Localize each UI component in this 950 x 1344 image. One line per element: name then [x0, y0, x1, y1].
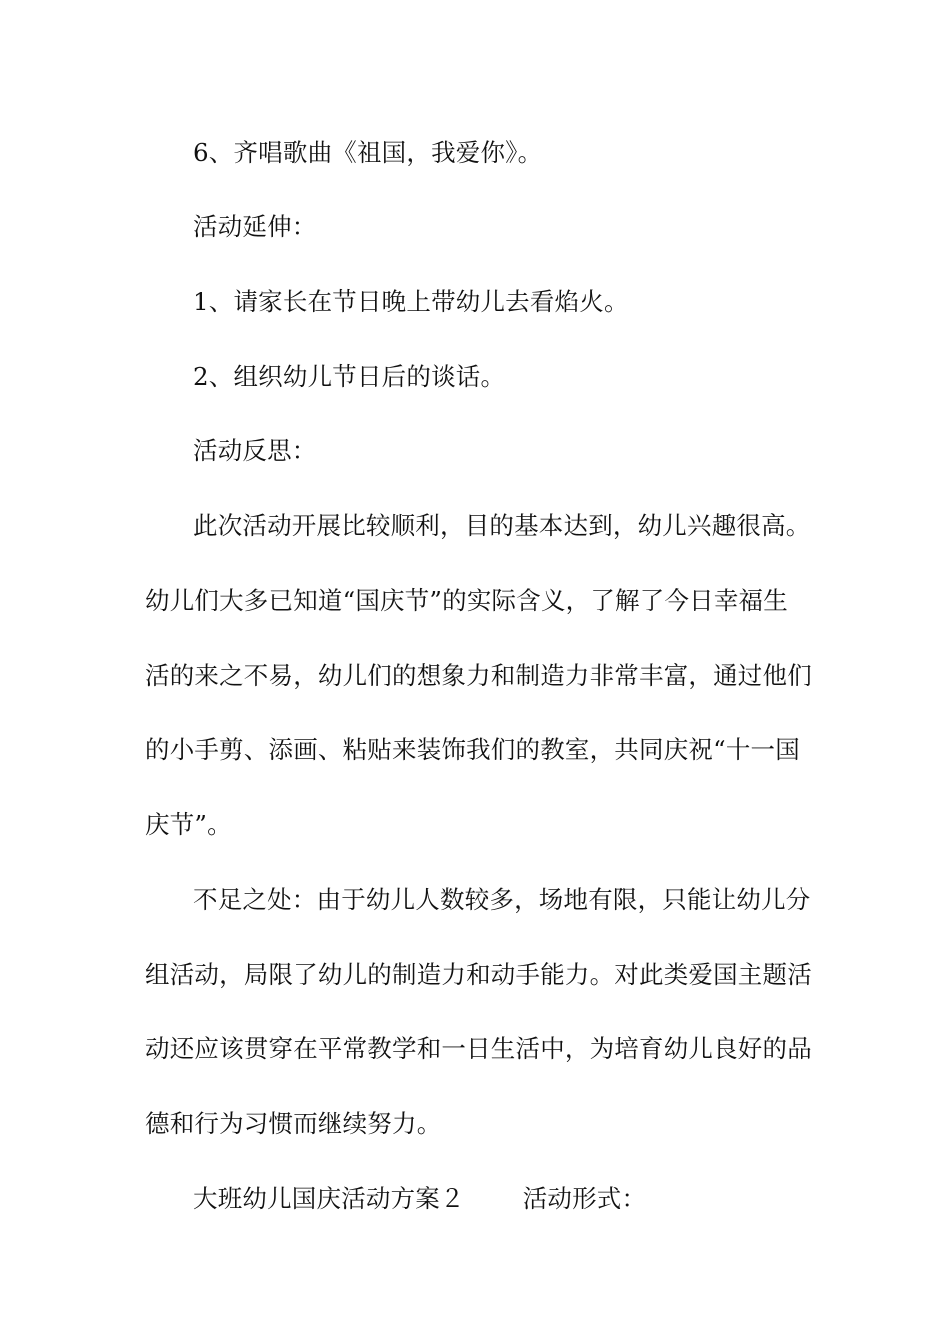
paragraph-line: 活的来之不易，幼儿们的想象力和制造力非常丰富，通过他们 [145, 661, 812, 690]
section-heading: 活动形式： [522, 1184, 647, 1213]
paragraph-line: 6、齐唱歌曲《祖国，我爱你》。 [193, 138, 543, 167]
paragraph-line: 德和行为习惯而继续努力。 [145, 1109, 442, 1138]
section-heading: 活动延伸： [193, 212, 317, 241]
paragraph-line: 2、组织幼儿节日后的谈话。 [193, 362, 506, 391]
paragraph-line: 的小手剪、添画、粘贴来装饰我们的教室，共同庆祝“十一国 [145, 735, 800, 764]
paragraph-line: 幼儿们大多已知道“国庆节”的实际含义，了解了今日幸福生 [145, 586, 788, 615]
paragraph-line: 组活动，局限了幼儿的制造力和动手能力。对此类爱国主题活 [145, 960, 812, 989]
section-heading: 活动反思： [193, 436, 317, 465]
paragraph-line: 1、请家长在节日晚上带幼儿去看焰火。 [193, 287, 629, 316]
plan-title-line [0, 1184, 950, 1214]
paragraph-line: 不足之处：由于幼儿人数较多，场地有限，只能让幼儿分 [193, 885, 811, 914]
plan-title: 大班幼儿国庆活动方案２ [193, 1184, 465, 1213]
paragraph-line: 庆节”。 [145, 810, 232, 839]
paragraph-line: 动还应该贯穿在平常教学和一日生活中，为培育幼儿良好的品 [145, 1034, 812, 1063]
paragraph-line: 此次活动开展比较顺利，目的基本达到，幼儿兴趣很高。 [193, 511, 811, 540]
